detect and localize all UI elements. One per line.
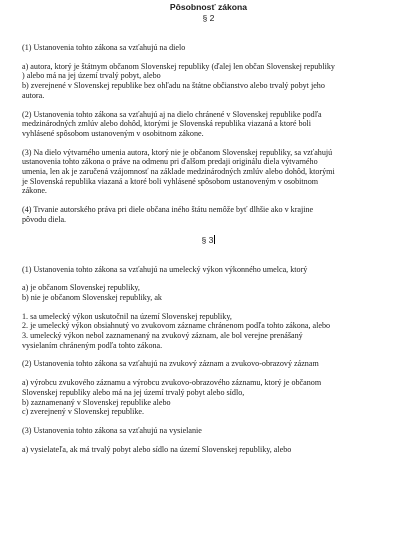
section-3-paragraph-1 — [22, 265, 395, 275]
text-line: medzinárodných zmlúv alebo dohôd, ktorými je Slovenská republika viazaná a ktoré boli — [22, 119, 312, 129]
text-line: pôvodu diela. — [22, 214, 67, 224]
section-2-heading: § 2 — [202, 13, 215, 23]
section-3-paragraph-7 — [22, 445, 395, 455]
text-line: a) autora, ktorý je štátnym občanom Slovenskej republiky (ďalej len občan Slovenskej republiky — [22, 61, 335, 71]
text-line: je Slovenská republika viazaná a ktoré boli vyhlásené spôsobom ustanoveným v osobitnom — [22, 176, 319, 186]
section-3-paragraph-3 — [22, 312, 395, 351]
section-3-paragraph-4 — [22, 359, 395, 369]
section-3-paragraph-6 — [22, 426, 395, 436]
section-2-paragraph-1 — [22, 43, 395, 53]
text-line: vysielaním chráneným podľa tohto zákona. — [22, 340, 163, 350]
text-line: vyhlásené spôsobom ustanoveným v osobitnom zákone. — [22, 128, 204, 138]
text-line: a) je občanom Slovenskej republiky, — [22, 283, 140, 293]
text-line: b) zverejnené v Slovenskej republike bez ohľadu na štátne občianstvo alebo trvalý pobyt jeho — [22, 81, 325, 91]
section-3-paragraph-2 — [22, 283, 395, 302]
text-cursor — [214, 235, 215, 244]
text-line: (2) Ustanovenia tohto zákona sa vzťahujú na zvukový záznam a zvukovo-obrazový záznam — [22, 359, 319, 369]
text-line: (2) Ustanovenia tohto zákona sa vzťahujú aj na dielo chránené v Slovenskej republike podľa — [22, 109, 322, 119]
section-2-paragraph-3 — [22, 110, 395, 139]
section-3-heading — [22, 235, 395, 246]
section-2-paragraph-5 — [22, 205, 395, 224]
section-3-paragraph-5 — [22, 378, 395, 417]
section-3-mark: § 3 — [201, 234, 214, 245]
document-title: Pôsobnosť zákona — [169, 2, 248, 12]
text-line: 1. sa umelecký výkon uskutočnil na území Slovenskej republiky, — [22, 311, 232, 321]
text-line: a) vysielateľa, ak má trvalý pobyt alebo sídlo na území Slovenskej republiky, alebo — [22, 444, 292, 454]
text-line: (1) Ustanovenia tohto zákona sa vzťahujú na dielo — [22, 43, 186, 52]
text-line: 2. je umelecký výkon obsiahnutý vo zvukovom zázname chránenom podľa tohto zákona, alebo — [22, 321, 331, 331]
text-line: (1) Ustanovenia tohto zákona sa vzťahujú na umelecký výkon výkonného umelca, ktorý — [22, 264, 308, 274]
text-line: (3) Ustanovenia tohto zákona sa vzťahujú na vysielanie — [22, 425, 202, 435]
text-line: (4) Trvanie autorského práva pri diele občana iného štátu nemôže byť dlhšie ako v krajine — [22, 205, 314, 215]
text-line: ustanovenia tohto zákona o práve na odmenu pri ďalšom predaji originálu diela výtvarného — [22, 157, 318, 167]
text-line: autora. — [22, 90, 45, 100]
text-line: Slovenskej republiky alebo má na jej území trvalý pobyt alebo sídlo, — [22, 387, 245, 397]
text-line: b) zaznamenaný v Slovenskej republike alebo — [22, 397, 171, 407]
section-2-paragraph-4 — [22, 148, 395, 197]
text-line: 3. umelecký výkon nebol zaznamenaný na zvukový záznam, ale bol verejne prenášaný — [22, 331, 303, 341]
text-line: c) zverejnený v Slovenskej republike. — [22, 407, 145, 417]
text-line: ) alebo má na jej území trvalý pobyt, alebo — [22, 71, 161, 81]
text-line: a) výrobcu zvukového záznamu a výrobcu zvukovo-obrazového záznamu, ktorý je občanom — [22, 378, 322, 388]
text-line: umenia, len ak je zaručená vzájomnosť na základe medzinárodných zmlúv alebo dohôd, ktorými — [22, 167, 335, 177]
text-line: (3) Na dielo výtvarného umenia autora, ktorý nie je občanom Slovenskej republiky, sa vzťahujú — [22, 147, 333, 157]
text-line: b) nie je občanom Slovenskej republiky, ak — [22, 292, 162, 302]
section-2-paragraph-2 — [22, 62, 395, 101]
text-line: zákone. — [22, 186, 47, 196]
